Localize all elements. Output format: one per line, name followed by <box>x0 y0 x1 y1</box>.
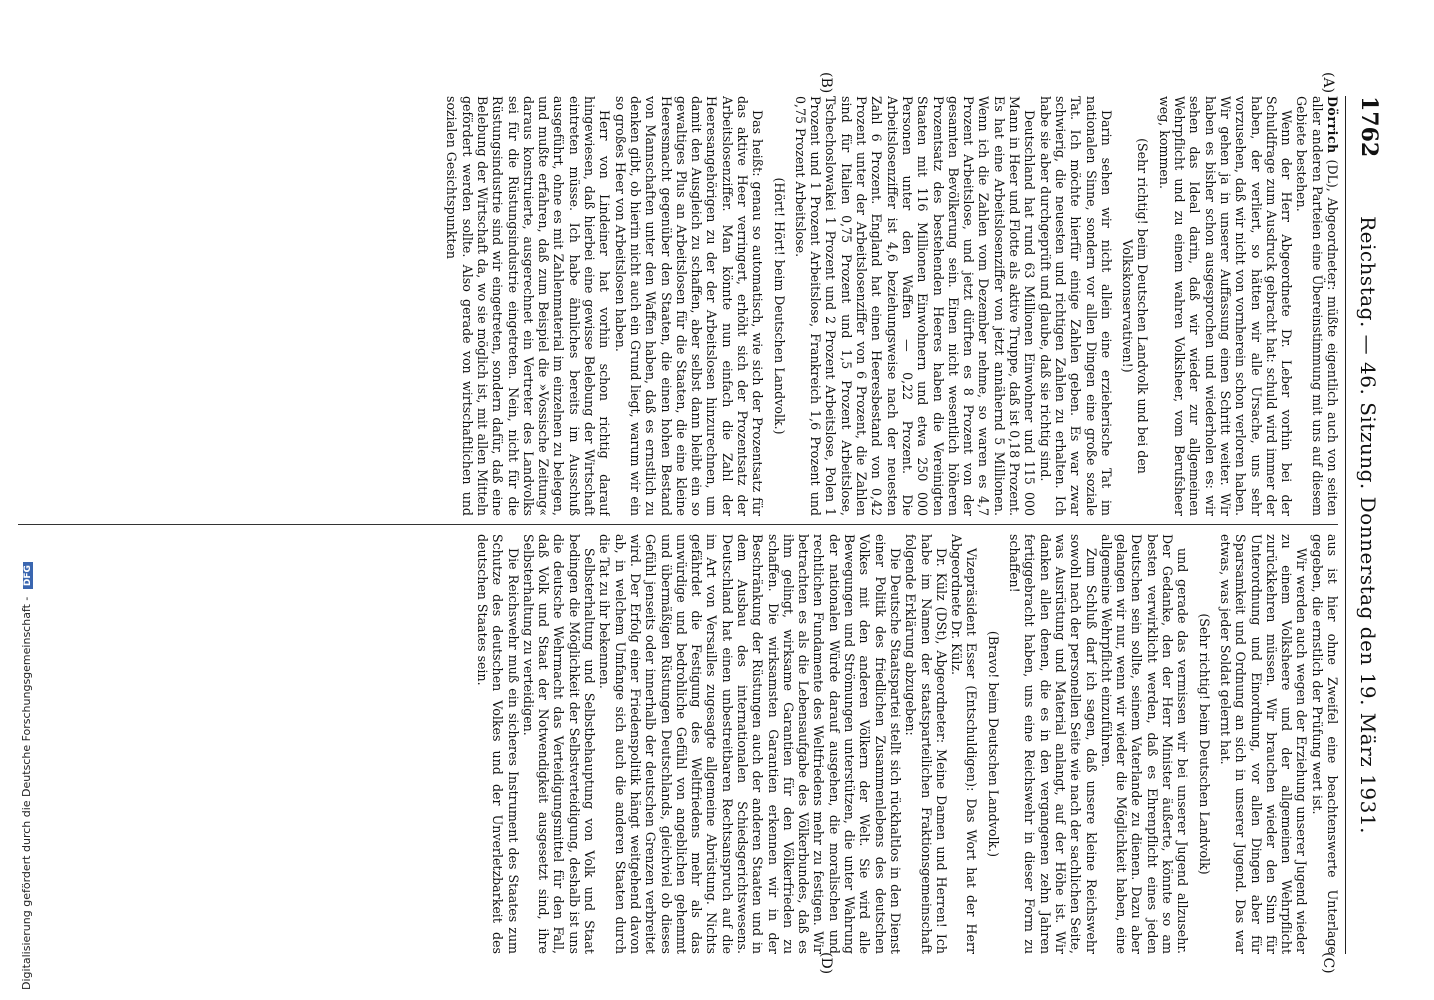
right-text-column <box>15 534 1340 954</box>
digitization-credit <box>20 562 33 990</box>
column-divider <box>18 524 1338 525</box>
paragraph-text: Wir werden auch wegen der Erziehung unserer Jugend wieder zu einem Volksheere und der allgemeinen Wehrpflicht zurückkehren müssen. Wir brauchen wieder den Sinn für Unterordnung und Einordnung, vor allen Dingen aber für Sparsamkeit und Ordnung an sich in unserer Jugend. Das war etwas, was jeder Soldat gelernt hat. <box>1217 534 1310 954</box>
paragraph-text: aus ist hier ohne Zweifel eine beachtenswerte Unterlage gegeben, die ernstlich der Prüfung wert ist. <box>1309 534 1340 954</box>
paragraph-text: Die Deutsche Staatspartei stellt sich rückhaltlos in den Dienst einer Politik des friedlichen Zusammenlebens des deutschen Volkes mit den anderen Völkern der Welt. Sie wird alle Bewegungen und Strömungen unterstützen, die unter Wahrung der nationalen Würde darauf ausgehen, die moralischen und rechtlichen Fundamente des Weltfriedens mehr zu festigen. Wir betrachten es als die Lebensaufgabe des Völkerbundes, daß es ihm gelingt, wirksame Garantien für den Völkerfrieden zu schaffen. Die wirksamsten Garantien erkennen wir in der Beschränkung der Rüstungen auch der anderen Staaten und in dem Ausbau des internationalen Schiedsgerichtswesens. Deutschland hat einen unbestreitbaren Rechtsanspruch auf die im Art von Versailles zugesagte allgemeine Abrüstung. Nichts gefährdet die Festigung des Weltfriedens mehr als das unwürdige und bedrohliche Gefühl von angeblichen gehemmt und übermäßigen Rüstungen Deutschlands, gleichviel ob dieses Gefühl jenseits oder innerhalb der deutschen Grenzen verbreitet wird. Der Erfolg einer Friedenspolitik hängt weitgehend davon ab, in welchem Umfange sich auch die anderen Staaten durch die Tat zu ihr bekennen. <box>597 534 903 954</box>
paragraph <box>949 534 980 954</box>
margin-marker-c: (C) <box>1320 952 1336 974</box>
paragraph <box>1099 534 1191 954</box>
paragraph-text: (Bravo! beim Deutschen Landvolk.) <box>985 630 1001 858</box>
paragraph <box>1294 96 1340 516</box>
margin-marker-b: (B) <box>818 72 834 94</box>
dfg-logo: DFG <box>23 562 33 589</box>
margin-marker-a: (A) <box>1320 72 1336 94</box>
paragraph <box>903 534 949 954</box>
speaker-name: Dörrich <box>1325 96 1340 154</box>
interjection <box>771 96 786 516</box>
paragraph-text: Deutschland hat rund 63 Millionen Einwohner und 115 000 Mann in Heer und Flotte als aktive Truppe, daß ist 0,18 Prozent. Es hat eine Arbeitslosenziffer von jetzt annähernd 5 Millionen. Wenn ich die Zahlen vom Dezember nehme, so waren es 4,7 Prozent Arbeitslose, und jetzt dürften es 8 Prozent von der gesamten Bevölkerung sein. Einen nicht wesentlich höheren Prozentsatz des bestehenden Heeres haben die Vereinigten Staaten mit 116 Millionen Einwohnern und etwa 250 000 Personen unter den Waffen — 0,22 Prozent. Die Arbeitslosenziffer ist 4,6 beziehungsweise nach der neuesten Zahl 6 Prozent. England hat einen Heeresbestand von 0,42 Prozent unter der Arbeitslosenziffer von 6 Prozent, die Zahlen sind für Italien 0,75 Prozent und 1,5 Prozent Arbeitslose, Tschechoslowakei 1 Prozent und 2 Prozent Arbeitslose, Polen 1 Prozent und 1 Prozent Arbeitslose, Frankreich 1,6 Prozent und 0,75 Prozent Arbeitslose. <box>792 96 1038 516</box>
interjection <box>1120 96 1151 516</box>
page-header <box>1345 96 1386 954</box>
paragraph <box>1218 534 1310 954</box>
paragraph-text: Dr. Külz (DSt), Abgeordneter: Meine Damen und Herren! Ich habe im Namen der staatsparteilichen Fraktionsgemeinschaft folgende Erklärung abzugeben: <box>903 534 949 954</box>
paragraph-text: (Sehr richtig! beim Deutschen Landvolk und bei den Volkskonservativen!) <box>1120 138 1151 474</box>
paragraph <box>1309 534 1340 954</box>
paragraph-text: (Hört! Hört! beim Deutschen Landvolk.) <box>771 177 787 435</box>
page-number: 1762 <box>1356 96 1382 158</box>
page-title: Reichstag. — 46. Sitzung. Donnerstag den 19. März 1931. <box>1356 216 1380 834</box>
paragraph <box>1037 96 1113 516</box>
paragraph <box>475 534 521 954</box>
interjection <box>985 534 1000 954</box>
paragraph-text: Die Reichswehr muß ein sicheres Instrument des Staates zum Schutze des deutschen Volkes und der Unverletzbarkeit des deutschen Staates sein. <box>474 534 521 954</box>
paragraph-text: Darin sehen wir nicht allein eine erzieherische Tat im nationalen Sinne, sondern vor allen Dingen eine große soziale Tat. Ich möchte hierfür einige Zahlen geben. Es war zwar schwierig, die neuesten und richtigen Zahlen zu erhalten. Ich habe sie aber durchgeprüft und glaube, daß sie richtig sind. <box>1037 96 1114 516</box>
paragraph-text: Wenn der Herr Abgeordnete Dr. Leber vorhin bei der Schuldfrage zum Ausdruck gebracht hat: schuld wird immer der haben, der verliert, so hätten wir alle Ursache, uns sehr vorzusehen, daß wir nicht von vornherein schon verloren haben. Wir gehen ja in unserer Auffassung einen Schritt weiter. Wir haben es bisher schon ausgesprochen und wiederholen es: wir sehen das Ideal darin, daß wir wieder zur allgemeinen Wehrpflicht und zu einem wahren Volksheer, vom Berufsheer weg, kommen. <box>1156 96 1295 516</box>
paragraph-text: Herr von Lindeiner hat vorhin schon richtig darauf hingewiesen, daß hierbei eine gewisse Belebung der Wirtschaft eintreten müsse. Ich habe ähnliches bereits im Ausschuß ausgeführt, ohne es mit Zahlenmaterial im einzelnen zu belegen, und mußte erfahren, daß zum Beispiel die »Vossische Zeitung« daraus konstruierte, ausgerechnet ein Vertreter des Landvolks sei für die Rüstungsindustrie eingetreten. Nein, nicht für die Rüstungsindustrie sind wir eingetreten, sondern dafür, daß eine Belebung der Wirtschaft da, wo sie möglich ist, mit allen Mitteln gefördert werden sollte. Also gerade von wirtschaftlichen und sozialen Gesichtspunkten <box>444 96 613 516</box>
margin-marker-d: (D) <box>818 952 834 975</box>
credit-text: Digitalisierung gefördert durch die Deutsche Forschungsgemeinschaft - <box>20 596 33 990</box>
paragraph <box>1007 534 1099 954</box>
paragraph <box>597 534 903 954</box>
digitization-sidebar <box>0 0 34 1000</box>
paragraph-text: (DL), Abgeordneter: müßte eigentlich auch von seiten aller anderen Parteien eine Übereinstimmung mit uns auf diesem Gebiete bestehen. <box>1294 96 1340 516</box>
paragraph-text: Zum Schluß darf ich sagen, daß unsere kleine Reichswehr sowohl nach der personellen Seite wie nach der sachlichen Seite, was Ausrüstung und Material anlangt, auf der Höhe ist. Wir danken allen denen, die es in den vergangenen zehn Jahren fertiggebracht haben, uns eine Reichswehr in dieser Form zu schaffen! <box>1007 534 1099 954</box>
paragraph-text: (Sehr richtig! beim Deutschen Landvolk) <box>1196 613 1212 875</box>
paragraph <box>521 534 597 954</box>
paragraph-text: und gerade das vermissen wir bei unserer Jugend allzusehr. Der Gedanke, den der Herr Minister äußerte, könnte so am besten verwirklicht werden, daß es Ehrenpflicht eines jeden Deutschen sein sollte, seinem Vaterlande zu dienen. Dazu aber gelangen wir nur, wenn wir wieder die Möglichkeit haben, eine allgemeine Wehrpflicht einzuführen. <box>1098 534 1191 954</box>
paragraph <box>793 96 1038 516</box>
paragraph-text: Selbsterhaltung und Selbstbehauptung von Volk und Staat bedingen die Möglichkeit der Selbstverteidigung, deshalb ist uns die deutsche Wehrmacht das Verteidigungsmittel für den Fall, daß Volk und Staat der Notwendigkeit ausgesetzt sind, ihre Selbsterhaltung zu verteidigen. <box>520 534 598 954</box>
paragraph <box>612 96 765 516</box>
left-text-column <box>15 96 1340 516</box>
paragraph-text: Das heißt: genau so automatisch, wie sich der Prozentsatz für das aktive Heer verringert, erhöht sich der Prozentsatz der Arbeitslosenziffer. Man könnte nun einfach die Zahl der Heeresangehörigen zu der der Arbeitslosen hinzurechnen, um damit den Ausgleich zu schaffen, aber selbst dann bleibt ein so gewaltiges Plus an Arbeitslosen für die Staaten, die eine kleine Heeresmacht gegenüber den Staaten, die einen hohen Bestand von Mannschaften unter den Waffen haben, daß es ernstlich zu denken gibt, ob hierin nicht auch ein Grund liegt, warum wir ein so großes Heer von Arbeitslosen haben. <box>612 96 766 516</box>
paragraph-text: Vizepräsident Esser (Entschuldigen): Das Wort hat der Herr Abgeordnete Dr. Külz. <box>949 534 980 954</box>
interjection <box>1196 534 1211 954</box>
paragraph <box>444 96 612 516</box>
paragraph <box>1156 96 1294 516</box>
